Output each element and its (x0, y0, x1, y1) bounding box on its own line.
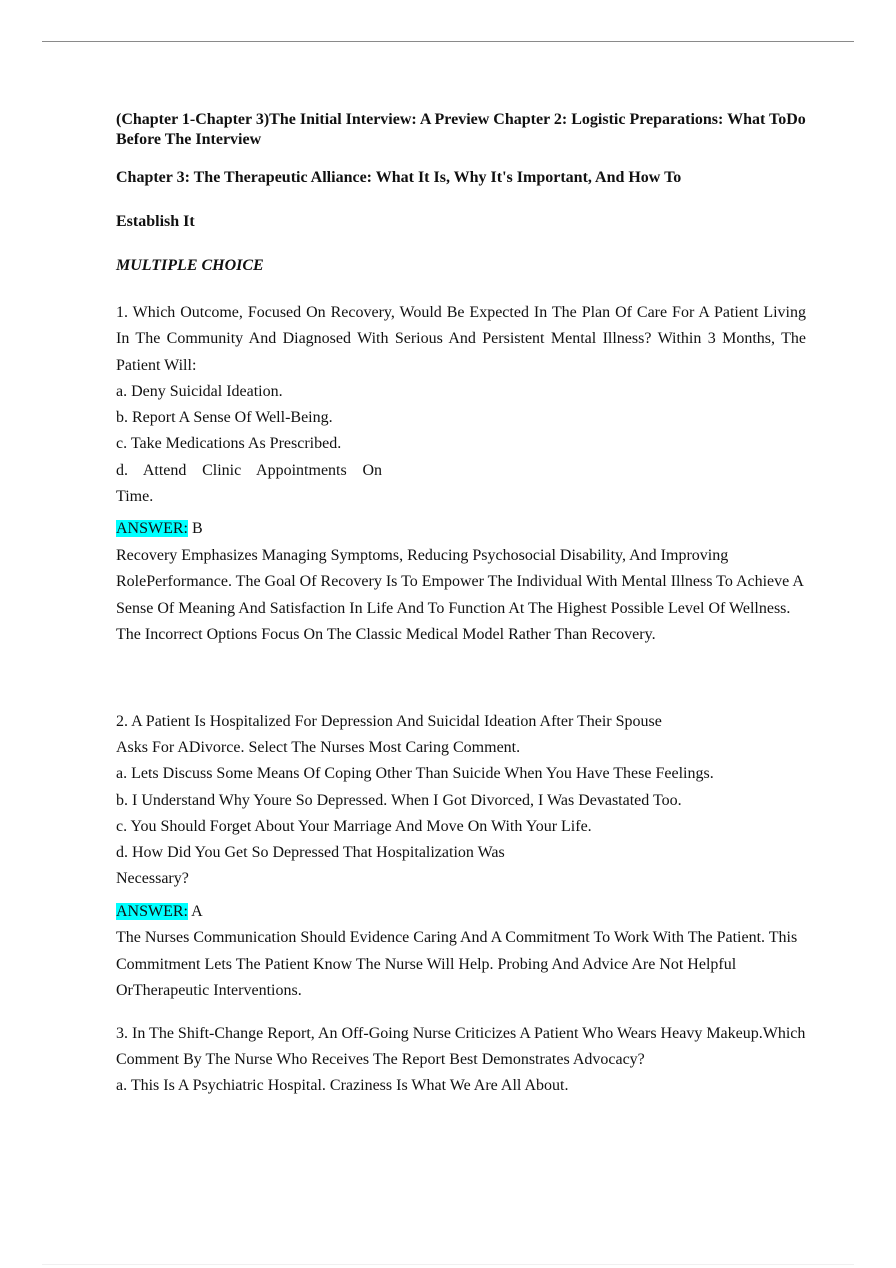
question-2 (116, 709, 806, 1005)
answer-label-highlight: ANSWER: (116, 902, 188, 920)
question-3 (116, 1021, 806, 1100)
section-label-multiple-choice: MULTIPLE CHOICE (116, 257, 264, 274)
question-1-options (116, 379, 806, 510)
question-2-stem-line-2: Asks For ADivorce. Select The Nurses Most Caring Comment. (116, 738, 521, 756)
question-2-options (116, 761, 806, 892)
question-1-option-b: b. Report A Sense Of Well-Being. (116, 409, 333, 427)
question-2-option-d-continued: Necessary? (116, 870, 189, 888)
question-1-option-d-continued: Time. (116, 488, 154, 506)
question-1 (116, 300, 806, 649)
question-2-option-c: c. You Should Forget About Your Marriage And Move On With Your Life. (116, 817, 592, 835)
question-1-stem: 1. Which Outcome, Focused On Recovery, Would Be Expected In The Plan Of Care For A Patient Living In The Community And Diagnosed With Serious And Persistent Mental Illness? Within 3 Months, The Patient Will: (116, 304, 806, 374)
question-3-stem: 3. In The Shift-Change Report, An Off-Going Nurse Criticizes A Patient Who Wears Heavy Makeup.Which Comment By The Nurse Who Receives The Report Best Demonstrates Advocacy? (116, 1024, 806, 1068)
question-2-stem-line-1: 2. A Patient Is Hospitalized For Depression And Suicidal Ideation After Their Spouse (116, 712, 662, 730)
question-1-rationale: Recovery Emphasizes Managing Symptoms, Reducing Psychosocial Disability, And Improving RolePerformance. The Goal Of Recovery Is To Empower The Individual With Mental Illness To Achieve A Sense Of Meaning And Satisfaction In Life And To Function At The Highest Possible Level Of Wellness. The Incorrect Options Focus On The Classic Medical Model Rather Than Recovery. (116, 546, 804, 644)
document-title: (Chapter 1-Chapter 3)The Initial Interview: A Preview Chapter 2: Logistic Preparations: What ToDo Before The Interview (116, 111, 806, 148)
question-2-option-a: a. Lets Discuss Some Means Of Coping Other Than Suicide When You Have These Feelings. (116, 765, 714, 783)
question-1-answer-value: B (192, 520, 203, 538)
chapter-3-heading: Chapter 3: The Therapeutic Alliance: What It Is, Why It's Important, And How To (116, 169, 682, 186)
question-2-answer-value: A (191, 902, 203, 920)
answer-label-highlight: ANSWER: (116, 520, 188, 538)
document-page (116, 110, 806, 1099)
chapter-3-heading-continued: Establish It (116, 213, 195, 230)
question-2-stem (116, 709, 806, 762)
top-divider (42, 41, 854, 42)
bottom-divider (42, 1264, 854, 1265)
question-1-option-a: a. Deny Suicidal Ideation. (116, 382, 283, 400)
question-3-option-a: a. This Is A Psychiatric Hospital. Craziness Is What We Are All About. (116, 1077, 569, 1095)
question-2-answer (116, 899, 806, 925)
question-1-option-c: c. Take Medications As Prescribed. (116, 435, 342, 453)
question-3-options (116, 1073, 806, 1099)
question-1-answer (116, 516, 806, 542)
question-1-option-d: d. Attend Clinic Appointments On (116, 461, 382, 479)
question-2-option-d: d. How Did You Get So Depressed That Hospitalization Was (116, 844, 505, 862)
question-2-option-b: b. I Understand Why Youre So Depressed. When I Got Divorced, I Was Devastated Too. (116, 791, 682, 809)
question-2-rationale: The Nurses Communication Should Evidence Caring And A Commitment To Work With The Patient. This Commitment Lets The Patient Know The Nurse Will Help. Probing And Advice Are Not Helpful OrTherapeutic Interventions. (116, 929, 798, 1000)
